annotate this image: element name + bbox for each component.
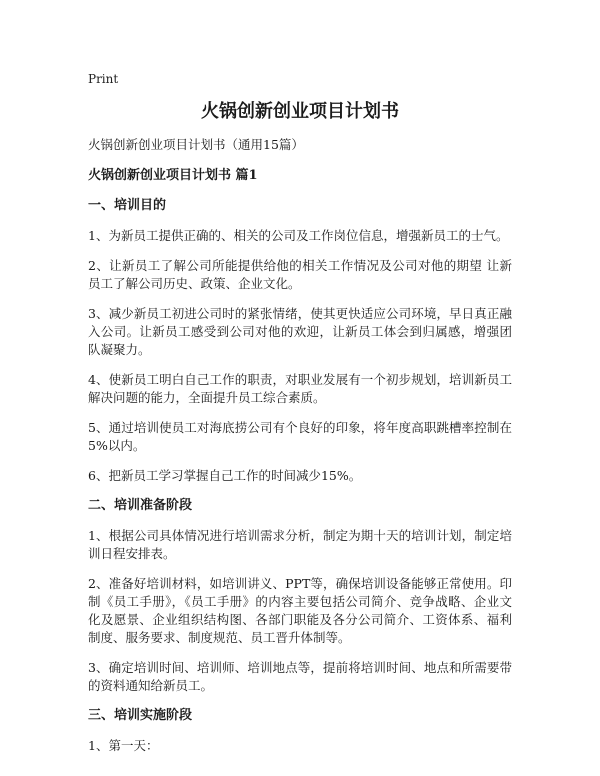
paragraph: 1、根据公司具体情况进行培训需求分析，制定为期十天的培训计划，制定培训日程安排表。: [88, 528, 512, 561]
paragraph: 3、减少新员工初进公司时的紧张情绪，使其更快适应公司环境，早日真正融入公司。让新员工感受到公司对他的欢迎，让新员工体会到归属感，增强团队凝聚力。: [88, 306, 512, 357]
document-subtitle: 火锅创新创业项目计划书（通用15篇）: [88, 137, 304, 152]
paragraph: 1、第一天：: [88, 738, 159, 753]
heading-training-preparation: 二、培训准备阶段: [88, 498, 193, 513]
heading-training-implementation: 三、培训实施阶段: [88, 708, 193, 723]
paragraph: 2、准备好培训材料，如培训讲义、PPT等，确保培训设备能够正常使用。印制《员工手册》，《员工手册》的内容主要包括公司简介、竞争战略、企业文化及愿景、企业组织结构图、各部门职能及各分公司简介、工资体系、福利制度、服务要求、制度规范、员工晋升体制等。: [88, 576, 512, 645]
paragraph: 2、让新员工了解公司所能提供给他的相关工作情况及公司对他的期望 让新员工了解公司历史、政策、企业文化。: [88, 258, 512, 291]
document-title: 火锅创新创业项目计划书: [201, 101, 399, 122]
paragraph: 3、确定培训时间、培训师、培训地点等，提前将培训时间、地点和所需要带的资料通知给新员工。: [88, 660, 512, 693]
heading-training-purpose: 一、培训目的: [88, 198, 167, 213]
paragraph: 5、通过培训使员工对海底捞公司有个良好的印象，将年度高职跳槽率控制在5%以内。: [88, 420, 512, 453]
paragraph: 1、为新员工提供正确的、相关的公司及工作岗位信息，增强新员工的士气。: [88, 228, 509, 243]
paragraph: 4、使新员工明白自己工作的职责，对职业发展有一个初步规划，培训新员工解决问题的能力，全面提升员工综合素质。: [88, 372, 512, 405]
section-title: 火锅创新创业项目计划书 篇1: [88, 168, 258, 183]
paragraph: 6、把新员工学习掌握自己工作的时间减少15%。: [88, 468, 362, 483]
print-label[interactable]: Print: [88, 72, 119, 86]
